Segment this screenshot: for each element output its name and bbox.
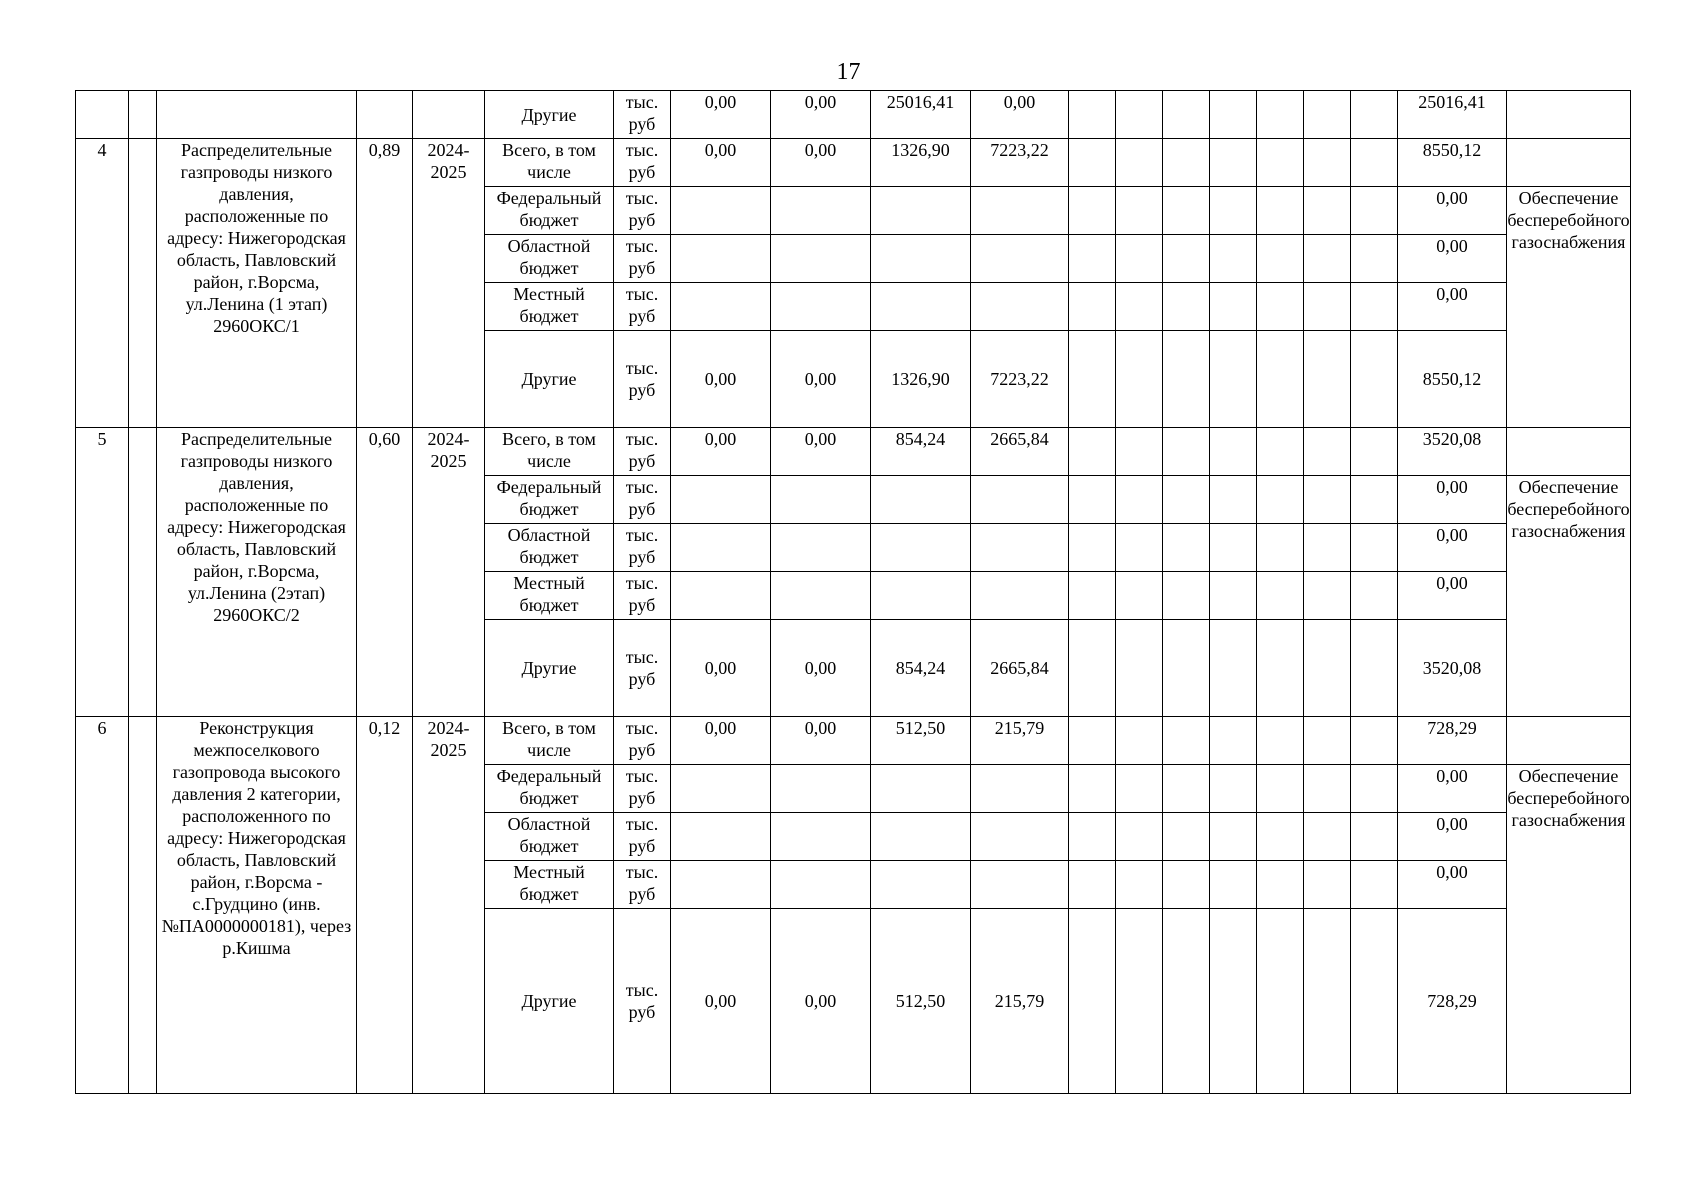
year-empty-cell bbox=[1304, 428, 1351, 476]
amount-cell-4 bbox=[971, 524, 1069, 572]
amount-cell-2: 0,00 bbox=[771, 717, 871, 765]
total-cell: 25016,41 bbox=[1398, 91, 1507, 139]
amount-cell-2 bbox=[771, 861, 871, 909]
funding-source: Всего, в том числе bbox=[485, 428, 614, 476]
year-empty-cell bbox=[1163, 235, 1210, 283]
year-empty-cell bbox=[1069, 909, 1116, 1094]
unit-cell: тыс. руб bbox=[614, 91, 671, 139]
year-empty-cell bbox=[1069, 524, 1116, 572]
year-empty-cell bbox=[1351, 428, 1398, 476]
year-empty-cell bbox=[1210, 813, 1257, 861]
total-cell: 728,29 bbox=[1398, 717, 1507, 765]
funding-source: Всего, в том числе bbox=[485, 717, 614, 765]
year-empty-cell bbox=[1210, 572, 1257, 620]
item-blank-cell bbox=[129, 139, 157, 428]
carry-year-empty-cell bbox=[1116, 91, 1163, 139]
year-empty-cell bbox=[1351, 476, 1398, 524]
year-empty-cell bbox=[1163, 717, 1210, 765]
amount-cell-3: 1326,90 bbox=[871, 331, 971, 428]
total-cell: 8550,12 bbox=[1398, 139, 1507, 187]
year-empty-cell bbox=[1069, 428, 1116, 476]
result-top-empty-cell bbox=[1507, 428, 1631, 476]
item-name: Распределительные газпроводы низкого давления, расположенные по адресу: Нижегородская область, Павловский район, г.Ворсма, ул.Ленина (1 этап) 2960ОКС/1 bbox=[157, 139, 357, 428]
year-empty-cell bbox=[1069, 476, 1116, 524]
amount-cell-3 bbox=[871, 572, 971, 620]
unit-cell: тыс. руб bbox=[614, 331, 671, 428]
year-empty-cell bbox=[1210, 139, 1257, 187]
year-empty-cell bbox=[1304, 909, 1351, 1094]
carry-result-empty-cell bbox=[1507, 91, 1631, 139]
carry-year-empty-cell bbox=[1210, 91, 1257, 139]
unit-cell: тыс. руб bbox=[614, 476, 671, 524]
amount-cell-2: 0,00 bbox=[771, 428, 871, 476]
amount-cell-4: 7223,22 bbox=[971, 331, 1069, 428]
amount-cell-1 bbox=[671, 524, 771, 572]
year-empty-cell bbox=[1351, 187, 1398, 235]
carry-year-empty-cell bbox=[1351, 91, 1398, 139]
amount-cell-1 bbox=[671, 187, 771, 235]
year-empty-cell bbox=[1351, 717, 1398, 765]
amount-cell-3: 512,50 bbox=[871, 909, 971, 1094]
amount-cell-2: 0,00 bbox=[771, 331, 871, 428]
amount-cell-3 bbox=[871, 813, 971, 861]
year-empty-cell bbox=[1116, 283, 1163, 331]
carry-year-empty-cell bbox=[1304, 91, 1351, 139]
carry-over-row bbox=[76, 91, 1631, 139]
amount-cell-4: 2665,84 bbox=[971, 428, 1069, 476]
amount-cell-1 bbox=[671, 476, 771, 524]
item-period: 2024-2025 bbox=[413, 428, 485, 717]
year-empty-cell bbox=[1304, 139, 1351, 187]
unit-cell: тыс. руб bbox=[614, 572, 671, 620]
year-empty-cell bbox=[1210, 620, 1257, 717]
year-empty-cell bbox=[1257, 283, 1304, 331]
funding-source: Федеральный бюджет bbox=[485, 765, 614, 813]
amount-cell-4: 215,79 bbox=[971, 909, 1069, 1094]
amount-cell-1: 0,00 bbox=[671, 331, 771, 428]
amount-cell-1 bbox=[671, 765, 771, 813]
amount-cell-4: 0,00 bbox=[971, 91, 1069, 139]
year-empty-cell bbox=[1351, 765, 1398, 813]
year-empty-cell bbox=[1257, 765, 1304, 813]
total-cell: 3520,08 bbox=[1398, 428, 1507, 476]
year-empty-cell bbox=[1304, 620, 1351, 717]
result-top-empty-cell bbox=[1507, 139, 1631, 187]
item-result: Обеспечение бесперебойного газоснабжения bbox=[1507, 476, 1631, 717]
funding-source: Областной бюджет bbox=[485, 235, 614, 283]
year-empty-cell bbox=[1304, 283, 1351, 331]
carry-year-empty-cell bbox=[1257, 91, 1304, 139]
amount-cell-2: 0,00 bbox=[771, 91, 871, 139]
unit-cell: тыс. руб bbox=[614, 813, 671, 861]
year-empty-cell bbox=[1304, 813, 1351, 861]
unit-cell: тыс. руб bbox=[614, 428, 671, 476]
year-empty-cell bbox=[1116, 235, 1163, 283]
year-empty-cell bbox=[1163, 909, 1210, 1094]
year-empty-cell bbox=[1351, 235, 1398, 283]
year-empty-cell bbox=[1257, 861, 1304, 909]
item-number: 5 bbox=[76, 428, 129, 717]
year-empty-cell bbox=[1116, 331, 1163, 428]
item-4-row-1 bbox=[76, 139, 1631, 187]
item-name: Распределительные газпроводы низкого давления, расположенные по адресу: Нижегородская область, Павловский район, г.Ворсма, ул.Ленина (2этап) 2960ОКС/2 bbox=[157, 428, 357, 717]
year-empty-cell bbox=[1069, 765, 1116, 813]
year-empty-cell bbox=[1257, 813, 1304, 861]
result-top-empty-cell bbox=[1507, 717, 1631, 765]
funding-source: Местный бюджет bbox=[485, 861, 614, 909]
year-empty-cell bbox=[1257, 476, 1304, 524]
funding-source: Другие bbox=[485, 620, 614, 717]
total-cell: 0,00 bbox=[1398, 861, 1507, 909]
year-empty-cell bbox=[1116, 139, 1163, 187]
item-6-row-1 bbox=[76, 717, 1631, 765]
amount-cell-2 bbox=[771, 765, 871, 813]
year-empty-cell bbox=[1116, 428, 1163, 476]
funding-source: Всего, в том числе bbox=[485, 139, 614, 187]
year-empty-cell bbox=[1257, 187, 1304, 235]
amount-cell-4 bbox=[971, 187, 1069, 235]
year-empty-cell bbox=[1163, 331, 1210, 428]
unit-cell: тыс. руб bbox=[614, 139, 671, 187]
amount-cell-2: 0,00 bbox=[771, 139, 871, 187]
amount-cell-1 bbox=[671, 283, 771, 331]
year-empty-cell bbox=[1163, 476, 1210, 524]
year-empty-cell bbox=[1069, 283, 1116, 331]
year-empty-cell bbox=[1116, 909, 1163, 1094]
amount-cell-4 bbox=[971, 813, 1069, 861]
year-empty-cell bbox=[1116, 861, 1163, 909]
unit-cell: тыс. руб bbox=[614, 861, 671, 909]
amount-cell-2 bbox=[771, 283, 871, 331]
amount-cell-1: 0,00 bbox=[671, 909, 771, 1094]
amount-cell-4: 215,79 bbox=[971, 717, 1069, 765]
total-cell: 0,00 bbox=[1398, 235, 1507, 283]
carry-year-empty-cell bbox=[1069, 91, 1116, 139]
year-empty-cell bbox=[1304, 187, 1351, 235]
year-empty-cell bbox=[1210, 909, 1257, 1094]
year-empty-cell bbox=[1210, 476, 1257, 524]
year-empty-cell bbox=[1304, 717, 1351, 765]
year-empty-cell bbox=[1210, 861, 1257, 909]
year-empty-cell bbox=[1069, 235, 1116, 283]
amount-cell-1 bbox=[671, 861, 771, 909]
funding-source: Местный бюджет bbox=[485, 572, 614, 620]
year-empty-cell bbox=[1069, 813, 1116, 861]
year-empty-cell bbox=[1351, 524, 1398, 572]
amount-cell-2 bbox=[771, 187, 871, 235]
amount-cell-4 bbox=[971, 283, 1069, 331]
funding-source: Областной бюджет bbox=[485, 524, 614, 572]
amount-cell-3 bbox=[871, 235, 971, 283]
amount-cell-3 bbox=[871, 283, 971, 331]
amount-cell-2 bbox=[771, 524, 871, 572]
carry-empty-cell bbox=[413, 91, 485, 139]
unit-cell: тыс. руб bbox=[614, 909, 671, 1094]
item-blank-cell bbox=[129, 428, 157, 717]
year-empty-cell bbox=[1163, 765, 1210, 813]
item-name: Реконструкция межпоселкового газопровода высокого давления 2 категории, расположенного по адресу: Нижегородская область, Павловский район, г.Ворсма - с.Грудцино (инв. №ПА0000000181), через р.Кишма bbox=[157, 717, 357, 1094]
year-empty-cell bbox=[1351, 861, 1398, 909]
total-cell: 3520,08 bbox=[1398, 620, 1507, 717]
year-empty-cell bbox=[1069, 187, 1116, 235]
year-empty-cell bbox=[1069, 861, 1116, 909]
item-number: 6 bbox=[76, 717, 129, 1094]
year-empty-cell bbox=[1351, 620, 1398, 717]
year-empty-cell bbox=[1351, 813, 1398, 861]
year-empty-cell bbox=[1351, 283, 1398, 331]
year-empty-cell bbox=[1116, 476, 1163, 524]
amount-cell-4 bbox=[971, 235, 1069, 283]
year-empty-cell bbox=[1163, 283, 1210, 331]
amount-cell-3: 25016,41 bbox=[871, 91, 971, 139]
year-empty-cell bbox=[1304, 861, 1351, 909]
amount-cell-1: 0,00 bbox=[671, 139, 771, 187]
item-length: 0,12 bbox=[357, 717, 413, 1094]
carry-year-empty-cell bbox=[1163, 91, 1210, 139]
year-empty-cell bbox=[1116, 572, 1163, 620]
year-empty-cell bbox=[1116, 813, 1163, 861]
amount-cell-3: 854,24 bbox=[871, 620, 971, 717]
unit-cell: тыс. руб bbox=[614, 765, 671, 813]
amount-cell-3: 854,24 bbox=[871, 428, 971, 476]
amount-cell-1: 0,00 bbox=[671, 620, 771, 717]
year-empty-cell bbox=[1210, 187, 1257, 235]
year-empty-cell bbox=[1210, 717, 1257, 765]
amount-cell-1: 0,00 bbox=[671, 717, 771, 765]
unit-cell: тыс. руб bbox=[614, 187, 671, 235]
year-empty-cell bbox=[1304, 331, 1351, 428]
year-empty-cell bbox=[1257, 909, 1304, 1094]
year-empty-cell bbox=[1210, 283, 1257, 331]
unit-cell: тыс. руб bbox=[614, 235, 671, 283]
year-empty-cell bbox=[1304, 235, 1351, 283]
year-empty-cell bbox=[1351, 909, 1398, 1094]
program-budget-table bbox=[75, 90, 1631, 1094]
item-result: Обеспечение бесперебойного газоснабжения bbox=[1507, 187, 1631, 428]
total-cell: 0,00 bbox=[1398, 283, 1507, 331]
funding-source: Областной бюджет bbox=[485, 813, 614, 861]
year-empty-cell bbox=[1210, 765, 1257, 813]
item-result: Обеспечение бесперебойного газоснабжения bbox=[1507, 765, 1631, 1094]
amount-cell-1 bbox=[671, 235, 771, 283]
year-empty-cell bbox=[1257, 620, 1304, 717]
total-cell: 0,00 bbox=[1398, 524, 1507, 572]
carry-empty-cell bbox=[129, 91, 157, 139]
amount-cell-4 bbox=[971, 861, 1069, 909]
amount-cell-2 bbox=[771, 476, 871, 524]
unit-cell: тыс. руб bbox=[614, 717, 671, 765]
year-empty-cell bbox=[1257, 331, 1304, 428]
item-length: 0,89 bbox=[357, 139, 413, 428]
item-length: 0,60 bbox=[357, 428, 413, 717]
item-5-row-1 bbox=[76, 428, 1631, 476]
carry-empty-cell bbox=[76, 91, 129, 139]
item-period: 2024-2025 bbox=[413, 717, 485, 1094]
carry-empty-cell bbox=[157, 91, 357, 139]
amount-cell-1: 0,00 bbox=[671, 91, 771, 139]
unit-cell: тыс. руб bbox=[614, 524, 671, 572]
carry-empty-cell bbox=[357, 91, 413, 139]
year-empty-cell bbox=[1210, 428, 1257, 476]
total-cell: 0,00 bbox=[1398, 765, 1507, 813]
year-empty-cell bbox=[1210, 331, 1257, 428]
unit-cell: тыс. руб bbox=[614, 620, 671, 717]
amount-cell-2: 0,00 bbox=[771, 620, 871, 717]
year-empty-cell bbox=[1210, 524, 1257, 572]
amount-cell-4 bbox=[971, 765, 1069, 813]
funding-source: Местный бюджет bbox=[485, 283, 614, 331]
funding-source: Федеральный бюджет bbox=[485, 187, 614, 235]
amount-cell-3 bbox=[871, 476, 971, 524]
year-empty-cell bbox=[1069, 139, 1116, 187]
amount-cell-2 bbox=[771, 572, 871, 620]
year-empty-cell bbox=[1069, 717, 1116, 765]
year-empty-cell bbox=[1257, 428, 1304, 476]
year-empty-cell bbox=[1351, 331, 1398, 428]
year-empty-cell bbox=[1069, 620, 1116, 717]
year-empty-cell bbox=[1351, 139, 1398, 187]
amount-cell-3 bbox=[871, 765, 971, 813]
funding-source: Другие bbox=[485, 909, 614, 1094]
year-empty-cell bbox=[1163, 428, 1210, 476]
year-empty-cell bbox=[1163, 524, 1210, 572]
year-empty-cell bbox=[1257, 572, 1304, 620]
year-empty-cell bbox=[1116, 620, 1163, 717]
amount-cell-3 bbox=[871, 524, 971, 572]
amount-cell-3 bbox=[871, 861, 971, 909]
amount-cell-2: 0,00 bbox=[771, 909, 871, 1094]
year-empty-cell bbox=[1116, 765, 1163, 813]
page-number: 17 bbox=[836, 59, 861, 85]
amount-cell-2 bbox=[771, 813, 871, 861]
year-empty-cell bbox=[1257, 717, 1304, 765]
year-empty-cell bbox=[1116, 524, 1163, 572]
year-empty-cell bbox=[1163, 187, 1210, 235]
year-empty-cell bbox=[1304, 572, 1351, 620]
amount-cell-4 bbox=[971, 572, 1069, 620]
amount-cell-4 bbox=[971, 476, 1069, 524]
total-cell: 728,29 bbox=[1398, 909, 1507, 1094]
amount-cell-3: 512,50 bbox=[871, 717, 971, 765]
amount-cell-2 bbox=[771, 235, 871, 283]
total-cell: 0,00 bbox=[1398, 813, 1507, 861]
amount-cell-3: 1326,90 bbox=[871, 139, 971, 187]
total-cell: 8550,12 bbox=[1398, 331, 1507, 428]
amount-cell-3 bbox=[871, 187, 971, 235]
funding-source: Федеральный бюджет bbox=[485, 476, 614, 524]
year-empty-cell bbox=[1116, 187, 1163, 235]
amount-cell-1 bbox=[671, 813, 771, 861]
year-empty-cell bbox=[1163, 620, 1210, 717]
amount-cell-4: 2665,84 bbox=[971, 620, 1069, 717]
total-cell: 0,00 bbox=[1398, 187, 1507, 235]
year-empty-cell bbox=[1116, 717, 1163, 765]
year-empty-cell bbox=[1069, 572, 1116, 620]
item-number: 4 bbox=[76, 139, 129, 428]
year-empty-cell bbox=[1257, 235, 1304, 283]
year-empty-cell bbox=[1163, 861, 1210, 909]
year-empty-cell bbox=[1210, 235, 1257, 283]
amount-cell-1 bbox=[671, 572, 771, 620]
funding-source: Другие bbox=[485, 331, 614, 428]
year-empty-cell bbox=[1163, 572, 1210, 620]
year-empty-cell bbox=[1069, 331, 1116, 428]
year-empty-cell bbox=[1304, 524, 1351, 572]
amount-cell-1: 0,00 bbox=[671, 428, 771, 476]
item-blank-cell bbox=[129, 717, 157, 1094]
year-empty-cell bbox=[1163, 813, 1210, 861]
total-cell: 0,00 bbox=[1398, 476, 1507, 524]
item-period: 2024-2025 bbox=[413, 139, 485, 428]
amount-cell-4: 7223,22 bbox=[971, 139, 1069, 187]
year-empty-cell bbox=[1304, 476, 1351, 524]
year-empty-cell bbox=[1163, 139, 1210, 187]
year-empty-cell bbox=[1351, 572, 1398, 620]
total-cell: 0,00 bbox=[1398, 572, 1507, 620]
unit-cell: тыс. руб bbox=[614, 283, 671, 331]
year-empty-cell bbox=[1304, 765, 1351, 813]
year-empty-cell bbox=[1257, 524, 1304, 572]
funding-source: Другие bbox=[485, 91, 614, 139]
year-empty-cell bbox=[1257, 139, 1304, 187]
